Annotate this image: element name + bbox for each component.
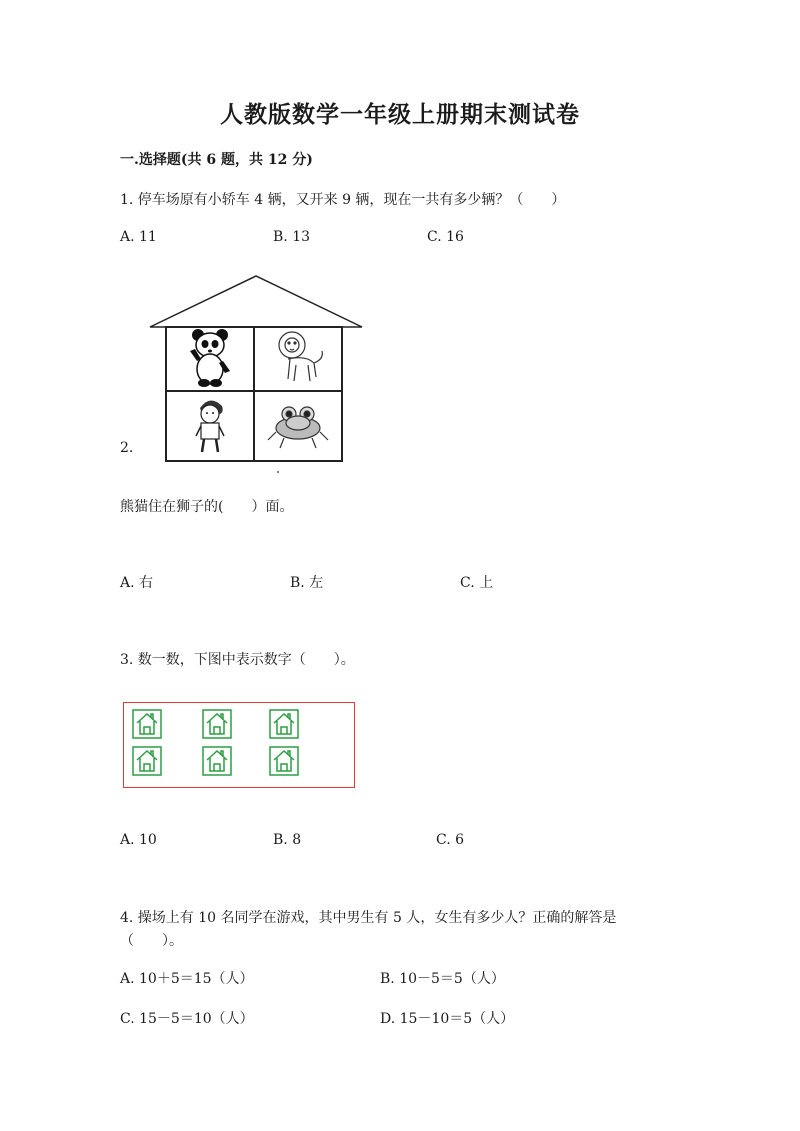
boy-icon [196,400,224,452]
lion-icon [279,332,322,381]
q4-option-d[interactable]: D. 15－10＝5（人） [380,1011,515,1027]
section-heading: 一.选择题(共 6 题，共 12 分) [120,152,313,168]
question-3-text: 3. 数一数，下图中表示数字（ ）。 [120,652,355,668]
house-icon [269,709,299,739]
q1-option-b[interactable]: B. 13 [273,229,311,245]
question-2-text: 熊猫住在狮子的( ）面。 [120,499,294,515]
house-grid-figure [148,274,364,474]
frog-icon [268,407,328,448]
house-icon [132,709,162,739]
house-icon [269,746,299,776]
house-count-box [123,702,355,788]
q3-option-b[interactable]: B. 8 [273,832,302,848]
panda-icon [190,329,230,387]
question-4-text-line2: （ ）。 [120,933,183,949]
house-icon [202,709,232,739]
q2-option-a[interactable]: A. 右 [120,575,154,591]
q1-option-a[interactable]: A. 11 [120,229,157,245]
q2-option-b[interactable]: B. 左 [290,575,324,591]
q3-option-c[interactable]: C. 6 [436,832,465,848]
house-icon [202,746,232,776]
q1-option-c[interactable]: C. 16 [427,229,464,245]
q4-option-b[interactable]: B. 10－5＝5（人） [380,971,505,987]
q2-option-c[interactable]: C. 上 [460,575,494,591]
q4-option-a[interactable]: A. 10＋5＝15（人） [120,971,254,987]
question-2-number: 2. [120,440,134,456]
page-title: 人教版数学一年级上册期末测试卷 [220,101,580,128]
question-4-text-line1: 4. 操场上有 10 名同学在游戏，其中男生有 5 人，女生有多少人？正确的解答是 [120,910,617,926]
house-icon [132,746,162,776]
house-roof [150,276,362,327]
q3-option-a[interactable]: A. 10 [120,832,157,848]
q4-option-c[interactable]: C. 15－5＝10（人） [120,1011,254,1027]
question-1-text: 1. 停车场原有小轿车 4 辆，又开来 9 辆，现在一共有多少辆？（ ） [120,192,566,208]
